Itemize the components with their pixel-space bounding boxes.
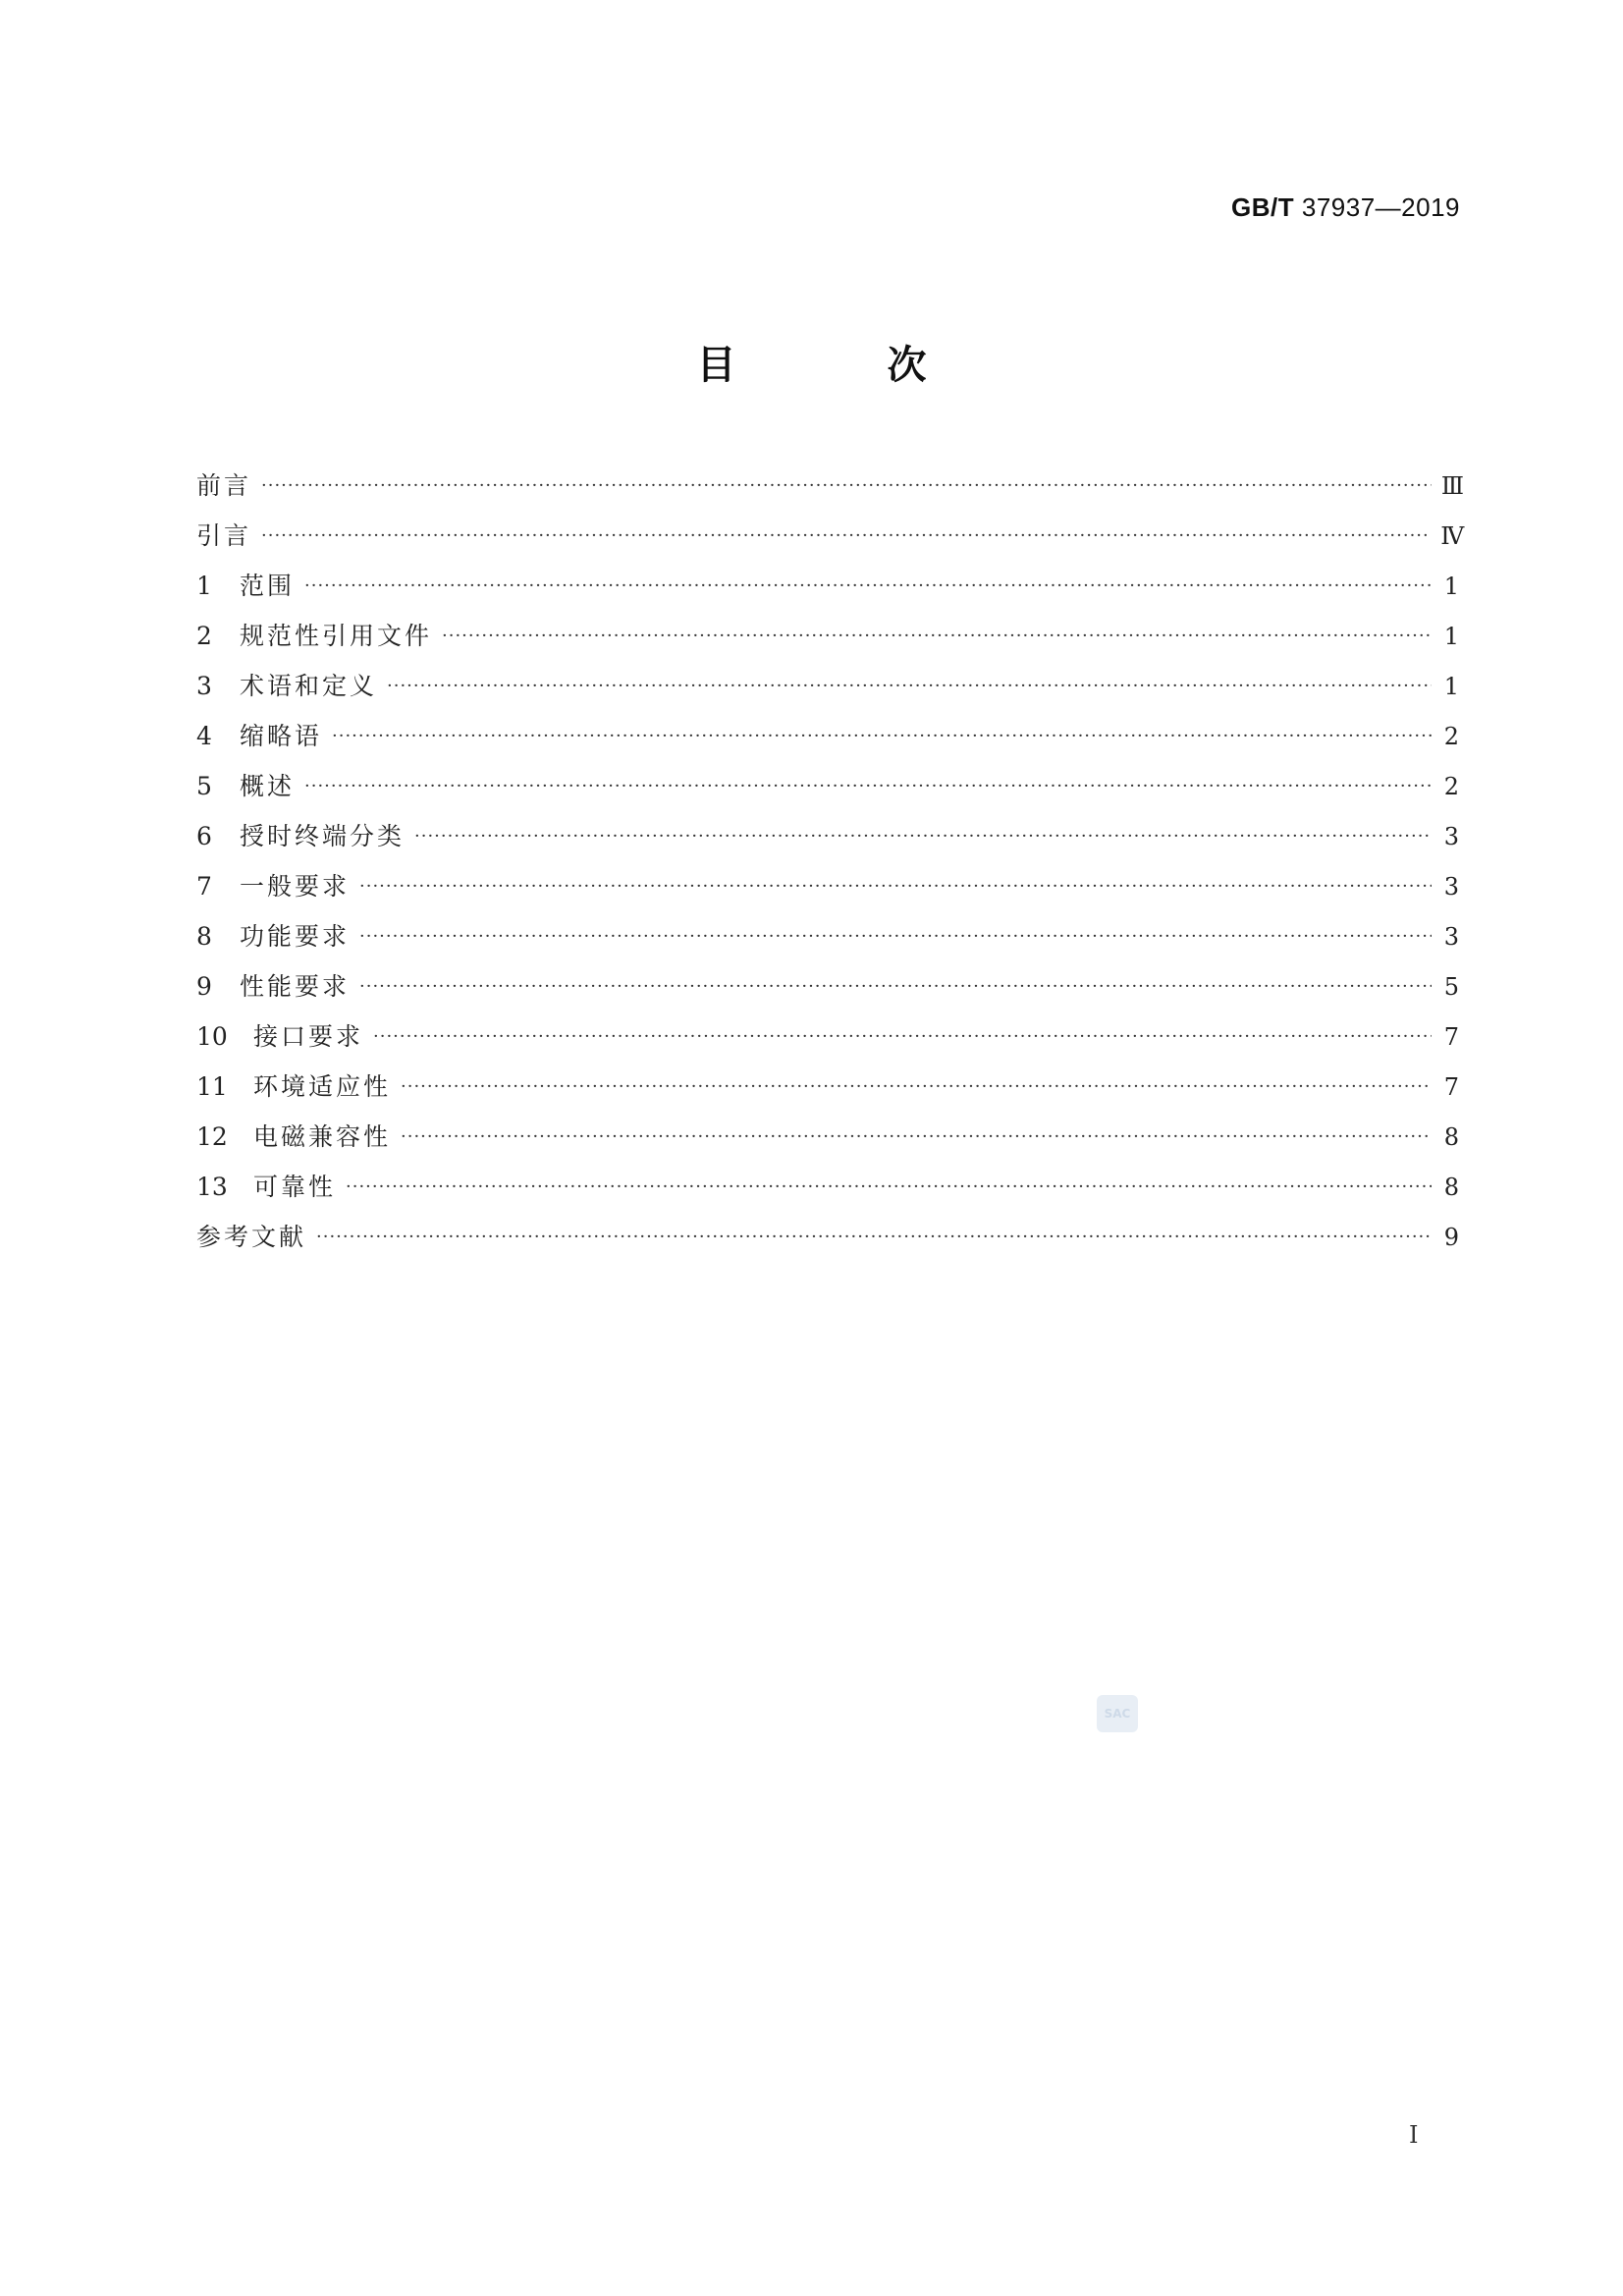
toc-entry-label: 范围 xyxy=(240,572,296,600)
toc-entry[interactable] xyxy=(196,867,1459,917)
toc-dot-leader xyxy=(304,776,1432,796)
toc-entry[interactable] xyxy=(196,1168,1459,1218)
toc-entry[interactable] xyxy=(196,567,1459,617)
toc-entry-label: 接口要求 xyxy=(253,1022,364,1051)
toc-entry-page: 3 xyxy=(1443,873,1459,901)
toc-dot-leader xyxy=(414,826,1432,847)
toc-dot-leader xyxy=(359,876,1432,897)
toc-entry-label: 电磁兼容性 xyxy=(253,1122,392,1151)
table-of-contents xyxy=(196,466,1465,1268)
toc-entry-page: 1 xyxy=(1443,673,1459,700)
toc-entry-label: 参考文献 xyxy=(196,1223,307,1251)
toc-entry-number: 1 xyxy=(196,572,212,600)
toc-entry-label: 功能要求 xyxy=(240,922,351,951)
toc-entry[interactable] xyxy=(196,517,1465,567)
toc-entry-page: 2 xyxy=(1443,723,1459,750)
toc-entry-number: 5 xyxy=(196,772,212,800)
toc-dot-leader xyxy=(442,626,1432,646)
toc-entry[interactable] xyxy=(196,1118,1459,1168)
toc-dot-leader xyxy=(359,976,1432,997)
toc-entry-page: Ⅲ xyxy=(1440,472,1464,500)
toc-entry-page: 8 xyxy=(1443,1123,1459,1151)
toc-entry[interactable] xyxy=(196,817,1459,867)
toc-entry-label: 环境适应性 xyxy=(253,1072,392,1101)
toc-entry-number: 10 xyxy=(196,1022,228,1051)
toc-entry-number: 13 xyxy=(196,1173,228,1201)
toc-entry-number: 9 xyxy=(196,972,212,1001)
toc-entry-number: 8 xyxy=(196,922,212,951)
toc-entry-page: 7 xyxy=(1443,1023,1459,1051)
toc-entry[interactable] xyxy=(196,767,1459,817)
toc-entry-page: 2 xyxy=(1443,773,1459,800)
toc-entry-number: 2 xyxy=(196,622,212,650)
toc-dot-leader xyxy=(346,1176,1432,1197)
toc-entry-number: 12 xyxy=(196,1122,228,1151)
toc-entry-label: 缩略语 xyxy=(240,722,323,750)
toc-entry[interactable] xyxy=(196,1067,1459,1118)
toc-entry-page: 8 xyxy=(1443,1174,1459,1201)
toc-entry-label: 引言 xyxy=(196,521,252,550)
toc-entry[interactable] xyxy=(196,917,1459,967)
toc-dot-leader xyxy=(401,1076,1432,1097)
toc-entry-number: 4 xyxy=(196,722,212,750)
toc-entry-number: 11 xyxy=(196,1072,228,1101)
toc-dot-leader xyxy=(359,926,1432,947)
toc-entry-label: 概述 xyxy=(240,772,296,800)
toc-dot-leader xyxy=(332,726,1432,746)
toc-entry[interactable] xyxy=(196,717,1459,767)
toc-entry-number: 6 xyxy=(196,822,212,850)
toc-entry-label: 一般要求 xyxy=(240,872,351,901)
toc-entry-page: 3 xyxy=(1443,923,1459,951)
toc-entry-label: 可靠性 xyxy=(253,1173,337,1201)
toc-entry[interactable] xyxy=(196,466,1464,517)
toc-entry-page: 1 xyxy=(1443,623,1459,650)
toc-entry-label: 前言 xyxy=(196,471,252,500)
toc-dot-leader xyxy=(316,1227,1432,1247)
watermark-text: SAC xyxy=(1104,1707,1131,1721)
toc-entry-page: 3 xyxy=(1443,823,1459,850)
toc-entry-page: 5 xyxy=(1443,973,1459,1001)
page-title: 目 次 xyxy=(696,343,996,388)
toc-entry-label: 规范性引用文件 xyxy=(240,622,433,650)
toc-dot-leader xyxy=(261,475,1432,496)
standard-prefix: GB/T xyxy=(1231,192,1295,222)
toc-dot-leader xyxy=(387,676,1432,696)
toc-entry-number: 7 xyxy=(196,872,212,901)
standard-number xyxy=(1231,192,1460,223)
toc-entry-number: 3 xyxy=(196,672,212,700)
toc-dot-leader xyxy=(401,1126,1432,1147)
toc-entry-label: 授时终端分类 xyxy=(240,822,406,850)
toc-dot-leader xyxy=(373,1026,1432,1047)
toc-entry-page: 7 xyxy=(1443,1073,1459,1101)
toc-dot-leader xyxy=(304,575,1432,596)
toc-entry[interactable] xyxy=(196,617,1459,667)
toc-entry-label: 术语和定义 xyxy=(240,672,378,700)
toc-entry[interactable] xyxy=(196,1017,1459,1067)
toc-entry-label: 性能要求 xyxy=(240,972,351,1001)
toc-entry[interactable] xyxy=(196,1218,1459,1268)
standard-code: 37937—2019 xyxy=(1301,192,1460,222)
toc-entry-page: Ⅳ xyxy=(1440,522,1465,550)
toc-entry-page: 1 xyxy=(1443,573,1459,600)
toc-dot-leader xyxy=(261,525,1431,546)
toc-entry-page: 9 xyxy=(1443,1224,1459,1251)
page-folio: Ⅰ xyxy=(1409,2121,1419,2149)
sac-watermark-logo xyxy=(1097,1695,1138,1732)
toc-entry[interactable] xyxy=(196,967,1459,1017)
toc-entry[interactable] xyxy=(196,667,1459,717)
